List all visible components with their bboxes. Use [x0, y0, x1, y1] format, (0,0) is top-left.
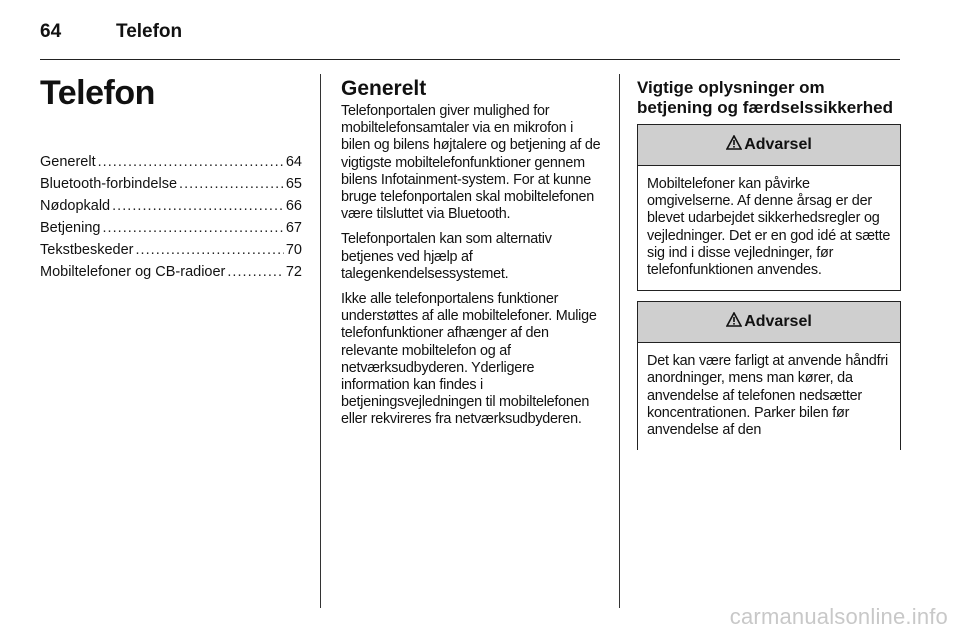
body-paragraph: Telefonportalen kan som alternativ betjenes ved hjælp af talegenkendelsessystemet. — [341, 231, 552, 282]
toc-leader-dots — [227, 261, 283, 283]
toc-entry-page: 66 — [285, 198, 302, 214]
toc-leader-dots — [179, 173, 284, 195]
toc-entry-page: 67 — [285, 220, 302, 236]
toc-leader-dots — [102, 217, 283, 239]
warning-box — [637, 301, 901, 450]
toc-leader-dots — [112, 195, 284, 217]
section-title: Generelt — [341, 77, 427, 100]
toc-entry-page: 64 — [285, 154, 302, 170]
warning-text: Det kan være farligt at anvende håndfri anordninger, mens man kører, da anvendelse af telefonen nedsætter koncentrationen. Parker bilen før anvendelse af den — [637, 343, 901, 450]
page-number: 64 — [40, 21, 62, 42]
chapter-title: Telefon — [40, 74, 155, 112]
section-generelt — [341, 76, 603, 437]
toc-entry-title: Generelt — [40, 154, 96, 170]
toc-entry[interactable] — [40, 195, 302, 217]
running-title: Telefon — [116, 21, 183, 42]
toc-entry-title: Tekstbeskeder — [40, 242, 134, 258]
toc-entry[interactable] — [40, 151, 302, 173]
column-divider — [320, 74, 321, 608]
warning-label: Advarsel — [744, 313, 812, 331]
header-rule — [40, 59, 900, 60]
toc-entry[interactable] — [40, 173, 302, 195]
toc-entry[interactable] — [40, 217, 302, 239]
column-divider — [619, 74, 620, 608]
warning-header — [638, 125, 900, 166]
toc-entry-page: 70 — [285, 242, 302, 258]
toc-entry-page: 72 — [285, 264, 302, 280]
subsection-title: Vigtige oplysninger om betjening og færdselssikkerhed — [637, 78, 894, 117]
toc-leader-dots — [98, 151, 284, 173]
warning-box — [637, 124, 901, 291]
warning-triangle-icon — [726, 312, 742, 332]
toc-entry-title: Mobiltelefoner og CB-radioer — [40, 264, 226, 280]
toc-entry-title: Bluetooth-forbindelse — [40, 176, 178, 192]
toc-entry-title: Nødopkald — [40, 198, 111, 214]
toc-entry-page: 65 — [285, 176, 302, 192]
page-header — [0, 0, 960, 62]
toc-entry[interactable] — [40, 261, 302, 283]
body-paragraph: Telefonportalen giver mulighed for mobiltelefonsamtaler via en mikrofon i bilen og bilens højtalere og betjening af de vigtigste mobiltelefonfunktioner gennem bilens Infotainment-system. For at kunne bruge telefonportalen skal mobiltelefonen være tilsluttet via Bluetooth. — [341, 103, 601, 223]
toc-entry[interactable] — [40, 239, 302, 261]
section-safety — [637, 78, 901, 460]
toc-leader-dots — [136, 239, 284, 261]
warning-triangle-icon — [726, 135, 742, 155]
body-paragraph: Ikke alle telefonportalens funktioner understøttes af alle mobiltelefoner. Mulige telefonfunktioner afhænger af den relevante mobiltelefon og af netværksudbyderen. Yderligere information kan findes i betjeningsvejledningen til mobiltelefonen eller rekvireres fra netværksudbyderen. — [341, 291, 597, 428]
watermark: carmanualsonline.info — [729, 604, 948, 629]
warning-header — [638, 302, 900, 343]
toc-entry-title: Betjening — [40, 220, 101, 236]
table-of-contents — [40, 151, 302, 283]
warning-label: Advarsel — [744, 136, 812, 153]
warning-text: Mobiltelefoner kan påvirke omgivelserne. Af denne årsag er der blevet udarbejdet sikkerhedsregler og vejledninger. Det er en god idé at sætte sig ind i disse vejledninger, før telefonfunktionen anvendes. — [647, 176, 891, 279]
